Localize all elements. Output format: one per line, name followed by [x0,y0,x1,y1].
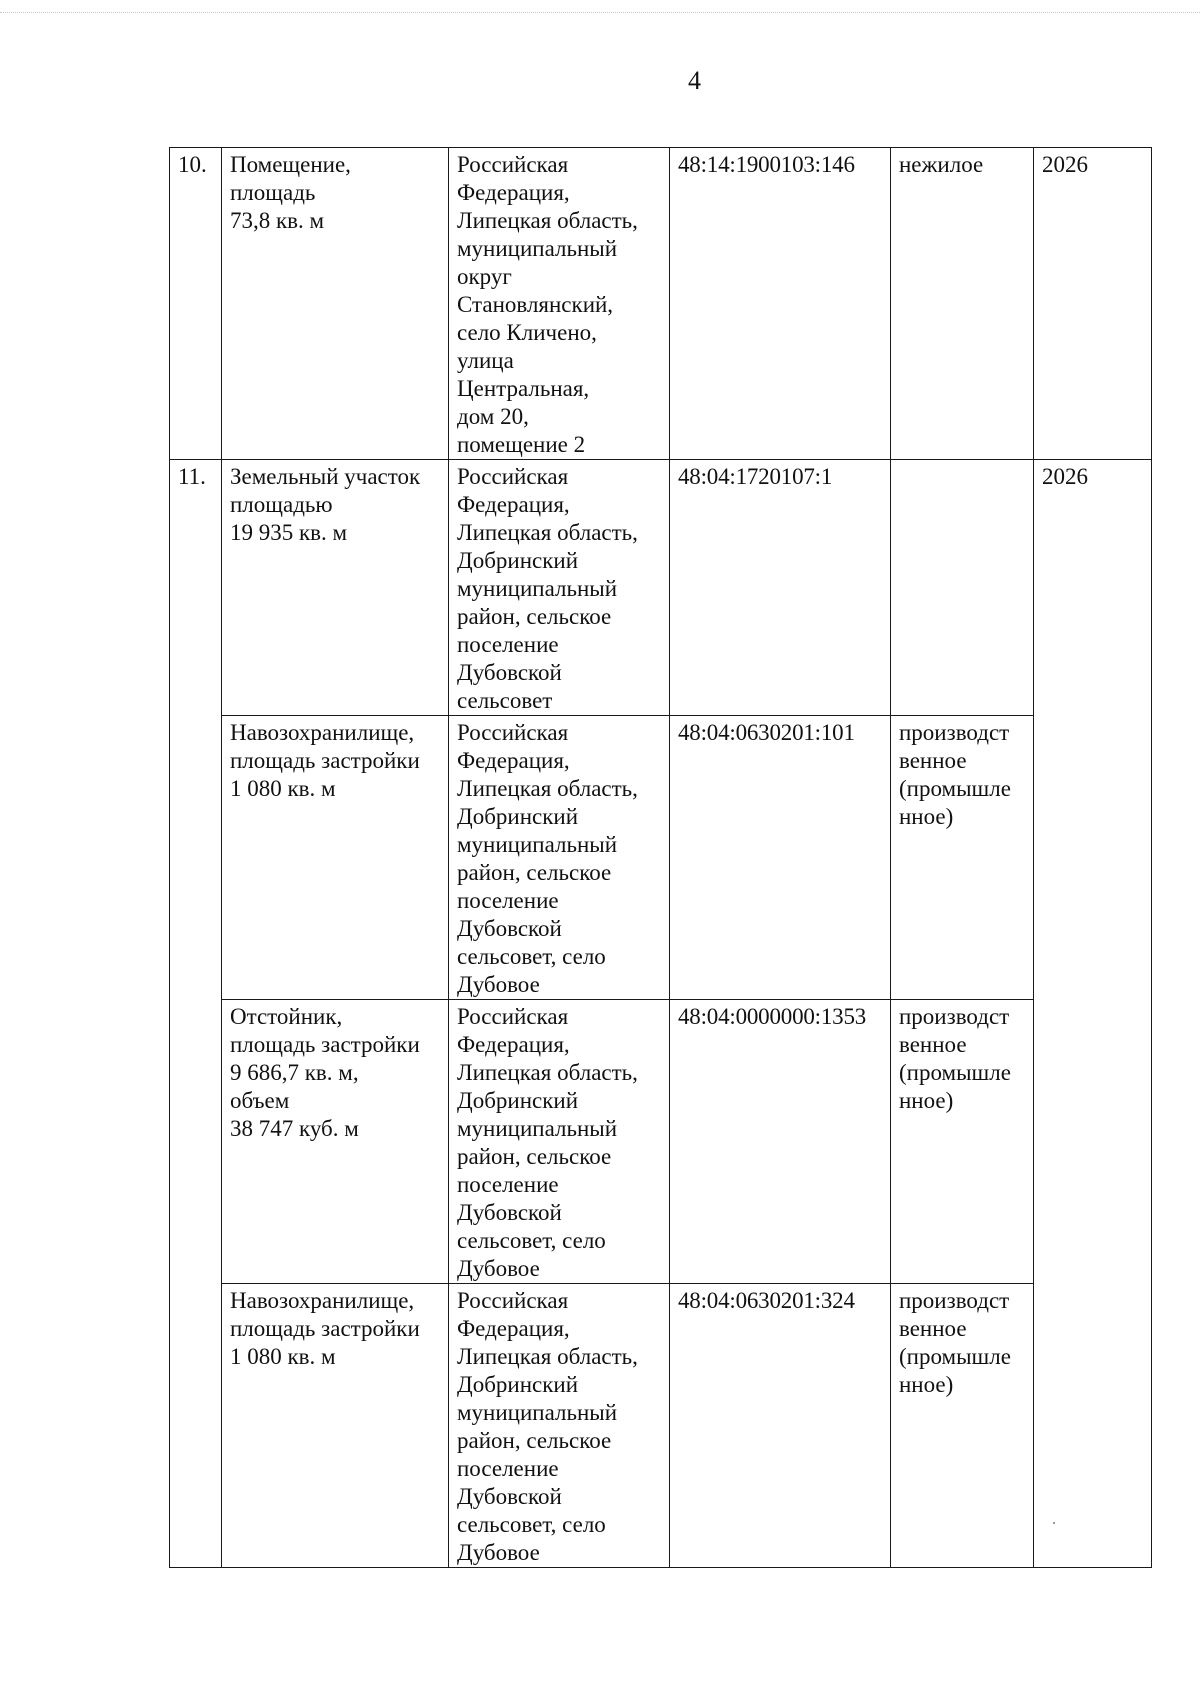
address-line: Дубовской [457,1484,562,1509]
address-line: муниципальный [457,1400,618,1425]
address-line: поселение [457,632,559,657]
object-name-cell [222,1284,449,1568]
address-line: муниципальный [457,832,618,857]
address-line: Центральная, [457,376,590,401]
address-line: сельсовет, село [457,944,606,969]
object-name-line: площадью [230,492,333,517]
purpose-cell [891,1000,1034,1284]
year-cell: 2026 [1034,460,1152,1568]
address-line: Российская [457,720,569,745]
address-line: помещение 2 [457,432,586,457]
address-line: Дубовое [457,1256,540,1281]
address-line: сельсовет [457,688,553,713]
purpose-cell [891,716,1034,1000]
address-line: муниципальный [457,576,618,601]
address-cell [449,460,670,716]
object-name-line: 73,8 кв. м [230,208,325,233]
scan-speck [1053,1522,1055,1524]
object-name-cell [222,716,449,1000]
address-line: сельсовет, село [457,1512,606,1537]
object-name-line: 19 935 кв. м [230,520,348,545]
address-line: Федерация, [457,492,570,517]
address-line: сельсовет, село [457,1228,606,1253]
object-name-line: 38 747 куб. м [230,1116,359,1141]
address-line: Дубовое [457,972,540,997]
purpose-line: нежилое [899,152,984,177]
address-line: округ [457,264,512,289]
purpose-line: венное [899,1316,967,1341]
address-line: поселение [457,1456,559,1481]
object-name-cell [222,148,449,460]
object-name-line: Навозохранилище, [230,720,415,745]
address-line: Становлянский, [457,292,614,317]
purpose-cell [891,148,1034,460]
purpose-line: (промышле [899,1344,1011,1369]
object-name-line: площадь застройки [230,1032,420,1057]
address-line: Российская [457,464,569,489]
address-line: Российская [457,1004,569,1029]
address-line: Добринский [457,1372,579,1397]
purpose-line: производст [899,720,1010,745]
property-table [169,147,1152,1568]
address-line: поселение [457,888,559,913]
address-line: улица [457,348,514,373]
object-name-line: площадь застройки [230,1316,420,1341]
row-number: 10. [170,148,222,460]
address-line: Федерация, [457,1316,570,1341]
object-name-line: 1 080 кв. м [230,776,336,801]
address-line: район, сельское [457,1428,612,1453]
purpose-line: производст [899,1288,1010,1313]
purpose-line: венное [899,1032,967,1057]
table-row [170,716,1152,1000]
object-name-line: Помещение, [230,152,351,177]
object-name-line: 1 080 кв. м [230,1344,336,1369]
address-line: село Кличено, [457,320,597,345]
row-number: 11. [170,460,222,1568]
address-cell [449,1000,670,1284]
purpose-line: нное) [899,804,954,829]
purpose-line: нное) [899,1088,954,1113]
address-line: муниципальный [457,1116,618,1141]
address-line: Дубовской [457,916,562,941]
address-cell [449,1284,670,1568]
address-line: Российская [457,152,569,177]
address-line: Липецкая область, [457,776,638,801]
object-name-line: Земельный участок [230,464,421,489]
object-name-cell [222,460,449,716]
address-cell [449,148,670,460]
address-line: Липецкая область, [457,520,638,545]
cadastral-number-cell: 48:04:0000000:1353 [670,1000,891,1284]
page-number: 4 [688,66,701,95]
table-row [170,1000,1152,1284]
address-line: Российская [457,1288,569,1313]
address-line: Дубовской [457,660,562,685]
object-name-cell [222,1000,449,1284]
address-line: Дубовое [457,1540,540,1565]
address-line: дом 20, [457,404,529,429]
purpose-line: производст [899,1004,1010,1029]
address-line: Дубовской [457,1200,562,1225]
address-line: поселение [457,1172,559,1197]
cadastral-number-cell: 48:04:0630201:101 [670,716,891,1000]
scan-top-edge [0,12,1200,13]
table-row [170,1284,1152,1568]
address-line: Федерация, [457,1032,570,1057]
address-line: Добринский [457,548,579,573]
object-name-line: объем [230,1088,290,1113]
table-row [170,460,1152,716]
purpose-cell [891,460,1034,716]
address-line: район, сельское [457,604,612,629]
year-cell: 2026 [1034,148,1152,460]
object-name-line: Отстойник, [230,1004,343,1029]
table-row [170,148,1152,460]
address-cell [449,716,670,1000]
purpose-cell [891,1284,1034,1568]
address-line: Липецкая область, [457,208,638,233]
address-line: район, сельское [457,860,612,885]
object-name-line: площадь [230,180,316,205]
object-name-line: 9 686,7 кв. м, [230,1060,359,1085]
purpose-line: венное [899,748,967,773]
address-line: Добринский [457,1088,579,1113]
cadastral-number-cell: 48:04:0630201:324 [670,1284,891,1568]
purpose-line: нное) [899,1372,954,1397]
address-line: Добринский [457,804,579,829]
address-line: муниципальный [457,236,618,261]
purpose-line: (промышле [899,776,1011,801]
cadastral-number-cell: 48:14:1900103:146 [670,148,891,460]
address-line: Липецкая область, [457,1060,638,1085]
address-line: Федерация, [457,180,570,205]
address-line: район, сельское [457,1144,612,1169]
purpose-line: (промышле [899,1060,1011,1085]
object-name-line: площадь застройки [230,748,420,773]
object-name-line: Навозохранилище, [230,1288,415,1313]
address-line: Липецкая область, [457,1344,638,1369]
address-line: Федерация, [457,748,570,773]
cadastral-number-cell: 48:04:1720107:1 [670,460,891,716]
